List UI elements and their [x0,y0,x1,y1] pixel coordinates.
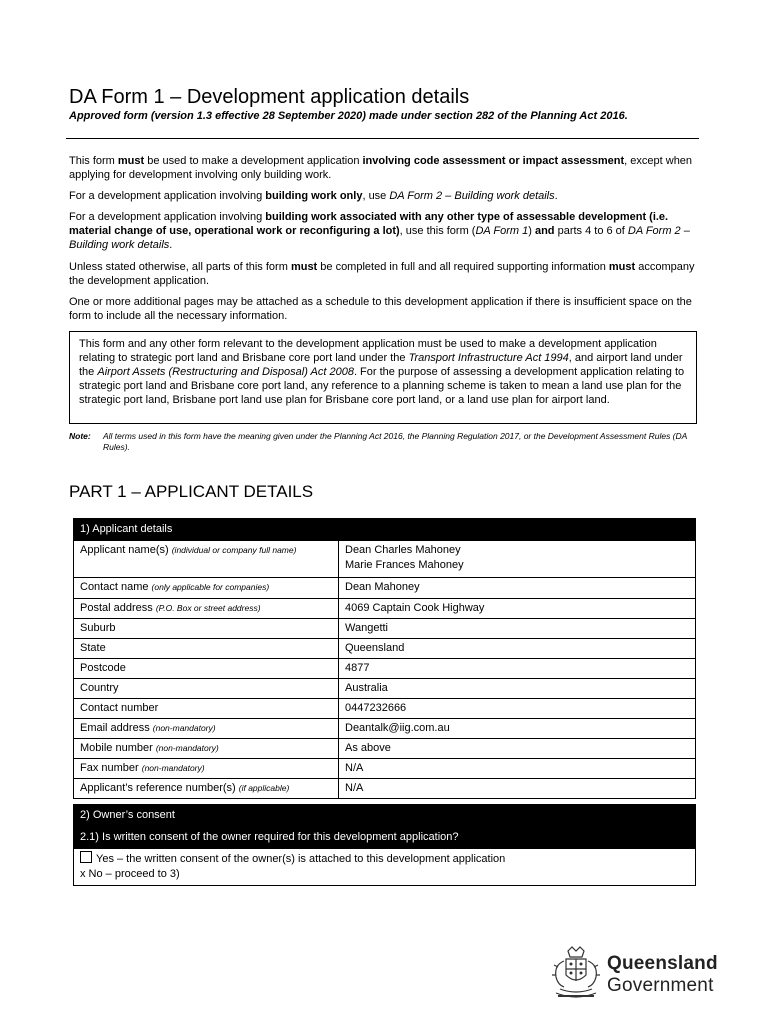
page-subtitle: Approved form (version 1.3 effective 28 September 2020) made under section 282 of the Planning Act 2016. [69,110,628,122]
table-row [74,659,696,679]
intro-paragraph-4: Unless stated otherwise, all parts of this form must be completed in full and all required supporting information must accompany the development application. [69,261,695,287]
applicant-details-header: 1) Applicant details [74,519,696,541]
note-label: Note: [69,431,91,441]
field-label: Postcode [74,659,339,679]
reference-number-field[interactable]: N/A [339,779,696,799]
contact-number-field[interactable]: 0447232666 [339,699,696,719]
part1-heading: PART 1 – APPLICANT DETAILS [69,482,314,501]
field-label: Fax number (non-mandatory) [74,759,339,779]
applicant-details-table [73,518,696,799]
country-field[interactable]: Australia [339,679,696,699]
postal-address-field[interactable]: 4069 Captain Cook Highway [339,599,696,619]
consent-no-option[interactable]: x No – proceed to 3) [80,868,180,880]
logo-line-queensland: Queensland [607,953,718,974]
owners-consent-options [74,849,696,886]
email-address-field[interactable]: Deantalk@iig.com.au [339,719,696,739]
field-label: Applicant name(s) (individual or company full name) [74,541,339,578]
queensland-government-logo [550,945,718,1000]
queensland-coat-of-arms-icon [550,945,602,1000]
table-row [74,779,696,799]
table-row [74,739,696,759]
table-row [74,599,696,619]
applicant-name-field[interactable]: Dean Charles Mahoney Marie Frances Mahoney [339,541,696,578]
mobile-number-field[interactable]: As above [339,739,696,759]
field-label: Mobile number (non-mandatory) [74,739,339,759]
table-row [74,699,696,719]
field-label: Applicant’s reference number(s) (if applicable) [74,779,339,799]
applicant-details-header-row [74,519,696,541]
field-label: Email address (non-mandatory) [74,719,339,739]
field-label: Country [74,679,339,699]
port-land-notice-text: This form and any other form relevant to the development application must be used to make a development application relating to strategic port land and Brisbane core port land under the Transport Infrastructure Act 1994, and airport land under the Airport Assets (Restructuring and Disposal) Act 2008. For the purpose of assessing a development application relating to strategic port land and Brisbane core port land, any reference to a planning scheme is taken to mean a land use plan for the strategic port land, Brisbane port land use plan for Brisbane core port land, or a land use plan for airport land. [79,338,685,406]
intro-paragraph-5: One or more additional pages may be attached as a schedule to this development application if there is insufficient space on the form to include all the necessary information. [69,296,692,322]
table-row [74,759,696,779]
table-row [74,619,696,639]
owners-consent-header: 2) Owner’s consent [74,805,696,827]
intro-paragraph-3: For a development application involving building work associated with any other type of assessable development (i.e. material change of use, operational work or reconfiguring a lot), use this form (DA Form 1) and parts 4 to 6 of DA Form 2 – Building work details. [69,211,690,251]
table-row [74,849,696,886]
field-label: Contact name (only applicable for companies) [74,578,339,599]
logo-line-government: Government [607,975,714,996]
owners-consent-question-row [74,827,696,849]
field-label: Postal address (P.O. Box or street address) [74,599,339,619]
postcode-field[interactable]: 4877 [339,659,696,679]
fax-number-field[interactable]: N/A [339,759,696,779]
intro-paragraph-2: For a development application involving building work only, use DA Form 2 – Building work details. [69,190,558,202]
table-row [74,639,696,659]
contact-name-field[interactable]: Dean Mahoney [339,578,696,599]
intro-paragraph-1: This form must be used to make a development application involving code assessment or impact assessment, except when applying for development involving only building work. [69,155,693,181]
consent-yes-checkbox[interactable] [80,851,92,863]
port-land-notice-box [69,331,697,424]
field-label: Contact number [74,699,339,719]
suburb-field[interactable]: Wangetti [339,619,696,639]
table-row [74,679,696,699]
owners-consent-question: 2.1) Is written consent of the owner required for this development application? [74,827,696,849]
table-row [74,541,696,578]
header-divider [66,138,699,139]
field-label: Suburb [74,619,339,639]
table-row [74,719,696,739]
note-text: All terms used in this form have the meaning given under the Planning Act 2016, the Planning Regulation 2017, or the Development Assessment Rules (DA Rules). [103,431,687,452]
owners-consent-table [73,804,696,886]
table-row [74,578,696,599]
state-field[interactable]: Queensland [339,639,696,659]
consent-yes-label: Yes – the written consent of the owner(s) is attached to this development application [96,853,506,865]
owners-consent-header-row [74,805,696,827]
field-label: State [74,639,339,659]
page-title: DA Form 1 – Development application details [69,86,470,108]
consent-yes-option[interactable] [80,851,689,867]
